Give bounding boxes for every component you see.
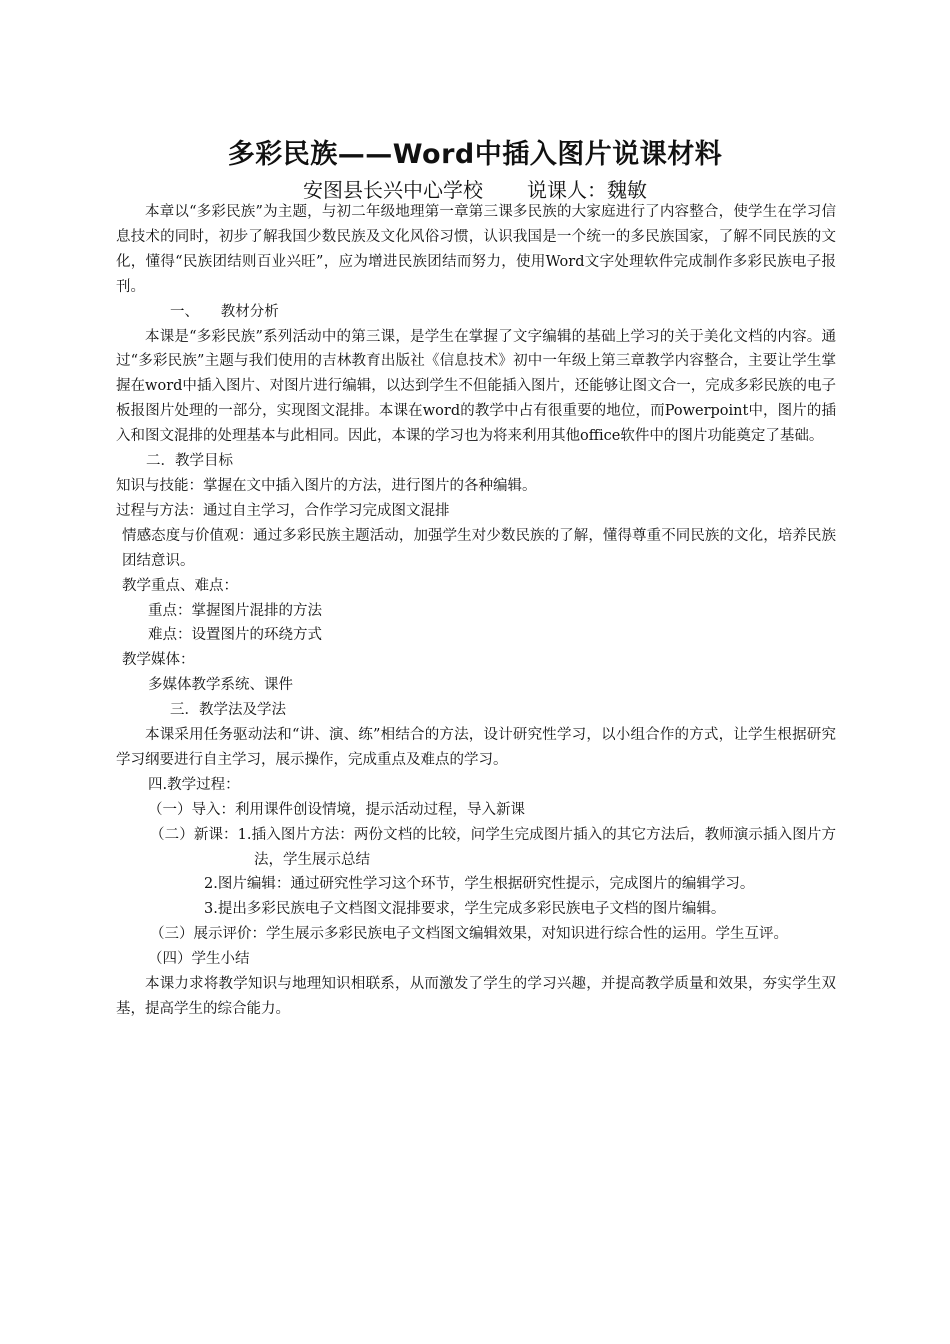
section1-heading: 一、 教材分析 (170, 303, 279, 320)
document-title: 多彩民族——Word中插入图片说课材料 (227, 139, 723, 170)
step-evaluation: （三）展示评价：学生展示多彩民族电子文档图文编辑效果，对知识进行综合性的运用。学生互评。 (150, 926, 788, 943)
school-name: 安图县长兴中心学校 (303, 178, 483, 202)
step-new-lesson-2: 2.图片编辑：通过研究性学习这个环节，学生根据研究性提示，完成图片的编辑学习。 (204, 876, 755, 893)
media-text: 多媒体教学系统、课件 (148, 677, 293, 694)
intro-paragraph: 本章以“多彩民族”为主题，与初二年级地理第一章第三课多民族的大家庭进行了内容整合，使学生在学习信息技术的同时，初步了解我国少数民族及文化风俗习惯，认识我国是一个统一的多民族国家，了解不同民族的文化，懂得“民族团结则百业兴旺”，应为增进民族团结而努力，使用Word文字处理软件完成制作多彩民族电子报刊。 (116, 204, 836, 295)
section3-heading: 三．教学法及学法 (170, 702, 286, 719)
step-new-lesson-1: （二）新课：1.插入图片方法：两份文档的比较，问学生完成图片插入的其它方法后，教师演示插入图片方法，学生展示总结 (150, 826, 836, 868)
key-points-heading: 教学重点、难点： (122, 577, 238, 594)
section3-paragraph: 本课采用任务驱动法和“讲、演、练”相结合的方法，设计研究性学习，以小组合作的方式，让学生根据研究学习纲要进行自主学习，展示操作，完成重点及难点的学习。 (116, 727, 836, 768)
key-point: 重点：掌握图片混排的方法 (148, 602, 322, 619)
step-intro: （一）导入：利用课件创设情境，提示活动过程，导入新课 (148, 801, 525, 818)
goal-emotion: 情感态度与价值观：通过多彩民族主题活动，加强学生对少数民族的了解，懂得尊重不同民族的文化，培养民族团结意识。 (122, 527, 836, 569)
section4-heading: 四.教学过程： (148, 776, 240, 793)
difficult-point: 难点：设置图片的环绕方式 (148, 627, 322, 644)
step-new-lesson-3: 3.提出多彩民族电子文档图文混排要求，学生完成多彩民族电子文档的图片编辑。 (204, 901, 726, 918)
speaker-name: 说课人：魏敏 (527, 178, 647, 202)
conclusion-paragraph: 本课力求将教学知识与地理知识相联系，从而激发了学生的学习兴趣，并提高教学质量和效果，夯实学生双基，提高学生的综合能力。 (116, 976, 836, 1017)
media-heading: 教学媒体： (122, 652, 195, 669)
document-subtitle (0, 174, 950, 203)
goal-process: 过程与方法：通过自主学习，合作学习完成图文混排 (116, 502, 450, 519)
step-summary: （四）学生小结 (148, 951, 250, 968)
section2-heading: 二．教学目标 (146, 453, 233, 470)
section1-paragraph: 本课是“多彩民族”系列活动中的第三课，是学生在掌握了文字编辑的基础上学习的关于美化文档的内容。通过“多彩民族”主题与我们使用的吉林教育出版社《信息技术》初中一年级上第三章教学内容整合，主要让学生掌握在word中插入图片、对图片进行编辑，以达到学生不但能插入图片，还能够让图文合一，完成多彩民族的电子板报图片处理的一部分，实现图文混排。本课在word的教学中占有很重要的地位，而Powerpoint中，图片的插入和图文混排的处理基本与此相同。因此，本课的学习也为将来利用其他office软件中的图片功能奠定了基础。 (116, 328, 836, 445)
goal-knowledge: 知识与技能：掌握在文中插入图片的方法，进行图片的各种编辑。 (116, 477, 537, 494)
document-body (116, 200, 836, 1022)
